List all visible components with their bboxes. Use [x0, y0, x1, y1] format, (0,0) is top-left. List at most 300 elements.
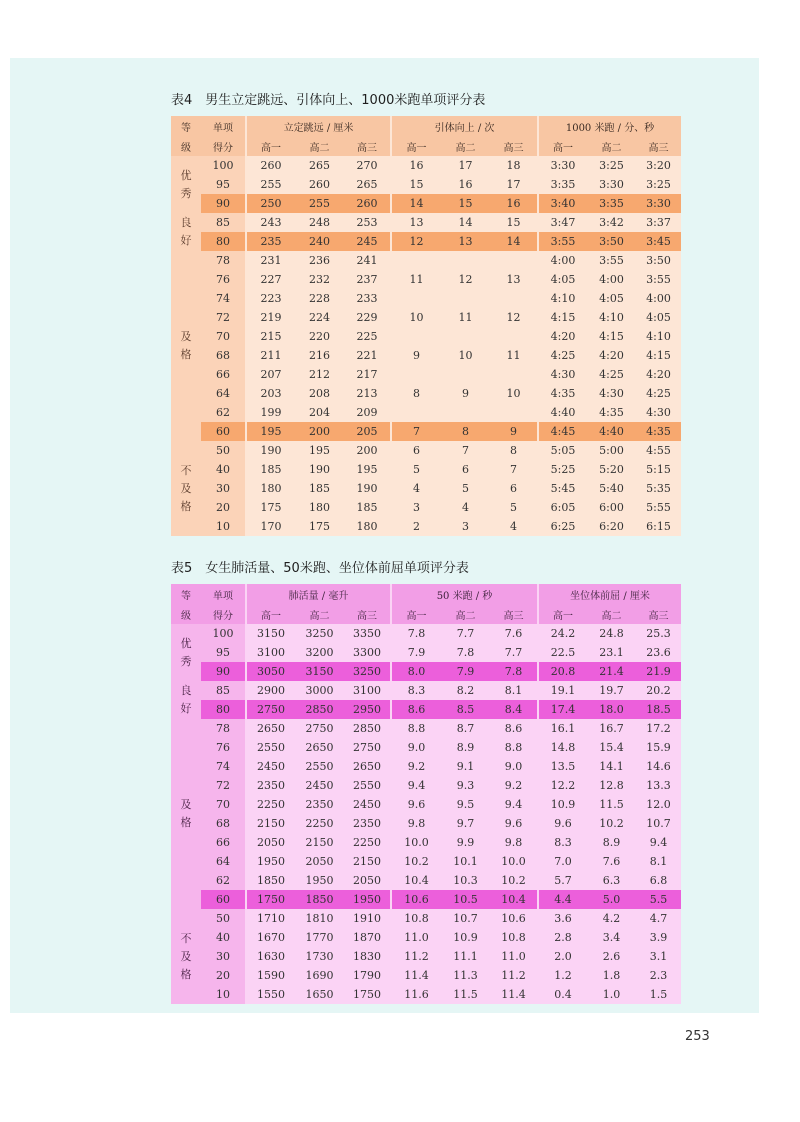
value-cell: 5:35 — [646, 482, 671, 495]
score-cell: 78 — [201, 251, 246, 270]
value-cell: 5:00 — [599, 444, 624, 457]
value-cell: 10.9 — [453, 931, 478, 944]
value-cell: 7.7 — [456, 627, 475, 640]
value-cell: 9.6 — [538, 814, 587, 833]
value-cell: 1950 — [344, 890, 391, 909]
value-cell: 3:37 — [646, 216, 671, 229]
value-cell: 2350 — [246, 776, 295, 795]
value-cell: 10.0 — [501, 855, 526, 868]
value-cell: 13 — [441, 232, 490, 251]
value-cell: 4:20 — [538, 327, 587, 346]
score-cell: 62 — [201, 871, 246, 890]
value-cell: 3350 — [353, 627, 381, 640]
value-cell: 237 — [356, 273, 378, 286]
value-cell — [391, 289, 441, 308]
value-cell: 14.6 — [646, 760, 671, 773]
value-cell: 185 — [356, 501, 378, 514]
value-cell: 4:40 — [587, 422, 636, 441]
score-cell: 68 — [201, 814, 246, 833]
value-cell: 8.1 — [504, 684, 523, 697]
value-cell: 1.0 — [602, 988, 621, 1001]
grade-char: 格 — [180, 348, 192, 361]
score-cell: 70 — [201, 795, 246, 814]
value-cell: 224 — [309, 311, 330, 324]
value-cell: 5:05 — [538, 441, 587, 460]
value-cell: 195 — [356, 463, 378, 476]
value-cell: 1950 — [305, 874, 334, 887]
score-cell: 30 — [201, 947, 246, 966]
value-cell: 2850 — [295, 700, 344, 719]
score-cell: 90 — [201, 662, 246, 681]
value-cell: 10.1 — [453, 855, 478, 868]
value-cell: 3150 — [295, 662, 344, 681]
value-cell: 2050 — [353, 874, 381, 887]
value-cell: 185 — [246, 460, 295, 479]
value-cell: 3250 — [305, 627, 334, 640]
value-cell: 9.1 — [456, 760, 475, 773]
value-cell: 243 — [246, 213, 295, 232]
value-cell: 3:20 — [646, 159, 671, 172]
year-header: 高一 — [538, 136, 587, 156]
score-cell: 30 — [201, 479, 246, 498]
score-cell: 80 — [201, 700, 246, 719]
value-cell: 2950 — [344, 700, 391, 719]
value-cell: 8.0 — [391, 662, 441, 681]
value-cell: 233 — [356, 292, 378, 305]
value-cell: 9.8 — [391, 814, 441, 833]
year-header: 高二 — [295, 136, 344, 156]
value-cell: 1750 — [246, 890, 295, 909]
score-cell: 85 — [201, 213, 246, 232]
value-cell: 4:40 — [538, 403, 587, 422]
grade-header: 级 — [171, 604, 201, 624]
value-cell: 9.6 — [391, 795, 441, 814]
value-cell: 5:15 — [646, 463, 671, 476]
value-cell: 10.2 — [599, 817, 624, 830]
value-cell: 4:20 — [599, 349, 624, 362]
value-cell: 2150 — [353, 855, 381, 868]
value-cell: 23.1 — [599, 646, 624, 659]
value-cell: 12.2 — [538, 776, 587, 795]
value-cell: 2650 — [246, 719, 295, 738]
grade-char: 秀 — [180, 186, 192, 200]
value-cell: 16.1 — [538, 719, 587, 738]
value-cell: 9.9 — [456, 836, 475, 849]
value-cell: 5.7 — [538, 871, 587, 890]
grade-char: 良 — [180, 216, 192, 229]
value-cell: 2350 — [353, 817, 381, 830]
value-cell: 11.2 — [391, 947, 441, 966]
value-cell: 9 — [391, 346, 441, 365]
value-cell: 9.4 — [649, 836, 668, 849]
table-row — [171, 985, 681, 1004]
value-cell: 4:15 — [538, 308, 587, 327]
value-cell: 12 — [458, 273, 473, 286]
score-cell: 64 — [201, 852, 246, 871]
value-cell: 265 — [356, 178, 378, 191]
value-cell: 3:55 — [599, 254, 624, 267]
value-cell: 11.5 — [453, 988, 478, 1001]
table-row — [171, 852, 681, 871]
value-cell: 170 — [246, 517, 295, 536]
value-cell: 248 — [309, 216, 330, 229]
value-cell: 6:15 — [646, 520, 671, 533]
value-cell: 14 — [458, 216, 473, 229]
value-cell — [490, 403, 538, 422]
value-cell: 4:10 — [599, 311, 624, 324]
value-cell: 15 — [391, 175, 441, 194]
value-cell: 10.7 — [453, 912, 478, 925]
value-cell: 6 — [510, 482, 518, 495]
table-row — [171, 422, 681, 441]
value-cell: 2750 — [305, 722, 334, 735]
value-cell: 11.0 — [391, 928, 441, 947]
score-cell: 50 — [201, 909, 246, 928]
value-cell: 7.9 — [391, 643, 441, 662]
value-cell: 260 — [309, 178, 330, 191]
grade-cell — [171, 719, 201, 909]
year-header: 高三 — [490, 604, 538, 624]
header-row — [171, 116, 681, 136]
value-cell: 3050 — [246, 662, 295, 681]
score-cell: 100 — [201, 624, 246, 643]
value-cell: 265 — [309, 159, 330, 172]
value-cell: 21.9 — [636, 662, 681, 681]
value-cell: 8.1 — [649, 855, 668, 868]
value-cell: 180 — [246, 479, 295, 498]
value-cell: 2650 — [353, 760, 381, 773]
score-cell: 66 — [201, 833, 246, 852]
value-cell: 4:30 — [646, 406, 671, 419]
table-row — [171, 156, 681, 175]
value-cell: 24.8 — [599, 627, 624, 640]
value-cell: 2550 — [305, 760, 334, 773]
value-cell: 2650 — [305, 741, 334, 754]
value-cell: 1910 — [353, 912, 381, 925]
value-cell: 4.2 — [602, 912, 621, 925]
value-cell: 20.8 — [538, 662, 587, 681]
grade-char: 优 — [180, 636, 192, 650]
score-cell: 70 — [201, 327, 246, 346]
value-cell: 17.2 — [646, 722, 671, 735]
year-header: 高二 — [441, 136, 490, 156]
score-cell: 20 — [201, 966, 246, 985]
value-cell: 6:00 — [599, 501, 624, 514]
year-header: 高二 — [587, 136, 636, 156]
value-cell: 13 — [391, 213, 441, 232]
value-cell: 215 — [246, 327, 295, 346]
table-row — [171, 814, 681, 833]
value-cell: 221 — [356, 349, 378, 362]
year-header: 高三 — [636, 604, 681, 624]
value-cell — [441, 251, 490, 270]
score-cell: 72 — [201, 776, 246, 795]
value-cell: 200 — [295, 422, 344, 441]
value-cell: 3:47 — [538, 213, 587, 232]
table-row — [171, 517, 681, 536]
value-cell: 7.8 — [490, 662, 538, 681]
value-cell: 7.8 — [391, 624, 441, 643]
header-row — [171, 584, 681, 604]
table-row — [171, 833, 681, 852]
value-cell: 25.3 — [646, 627, 671, 640]
value-cell: 1.2 — [538, 966, 587, 985]
value-cell: 4:00 — [599, 273, 624, 286]
value-cell: 9.0 — [504, 760, 523, 773]
value-cell — [391, 327, 441, 346]
value-cell: 18.0 — [587, 700, 636, 719]
year-header: 高二 — [441, 604, 490, 624]
table-row — [171, 384, 681, 403]
value-cell: 9.0 — [391, 738, 441, 757]
table-row — [171, 757, 681, 776]
group-header: 50 米跑 / 秒 — [391, 584, 538, 604]
value-cell: 6.8 — [649, 874, 668, 887]
value-cell: 2.0 — [538, 947, 587, 966]
value-cell: 4:35 — [538, 384, 587, 403]
value-cell: 245 — [344, 232, 391, 251]
grade-cell — [171, 681, 201, 719]
year-header: 高二 — [587, 604, 636, 624]
value-cell: 4:10 — [646, 330, 671, 343]
value-cell: 199 — [246, 403, 295, 422]
score-cell: 66 — [201, 365, 246, 384]
value-cell: 17 — [458, 159, 473, 172]
group-header: 立定跳远 / 厘米 — [246, 116, 391, 136]
value-cell: 13.5 — [538, 757, 587, 776]
value-cell: 4 — [510, 520, 518, 533]
value-cell: 14.8 — [538, 738, 587, 757]
value-cell: 3100 — [246, 643, 295, 662]
value-cell: 1750 — [353, 988, 381, 1001]
value-cell: 5 — [391, 460, 441, 479]
year-header: 高一 — [246, 604, 295, 624]
value-cell: 1810 — [305, 912, 334, 925]
value-cell: 5:40 — [599, 482, 624, 495]
value-cell: 3250 — [344, 662, 391, 681]
value-cell: 2450 — [353, 798, 381, 811]
value-cell: 4.7 — [649, 912, 668, 925]
value-cell: 8.8 — [504, 741, 523, 754]
grade-char: 优 — [180, 168, 192, 182]
value-cell: 4:25 — [599, 368, 624, 381]
value-cell: 15 — [441, 194, 490, 213]
value-cell: 4:25 — [538, 346, 587, 365]
value-cell: 5 — [510, 501, 518, 514]
value-cell: 2050 — [305, 855, 334, 868]
value-cell: 253 — [356, 216, 378, 229]
value-cell: 7.7 — [504, 646, 523, 659]
value-cell: 8.4 — [490, 700, 538, 719]
value-cell: 0.4 — [538, 985, 587, 1004]
value-cell: 14.1 — [599, 760, 624, 773]
value-cell: 4:30 — [538, 365, 587, 384]
score-cell: 74 — [201, 757, 246, 776]
value-cell: 2250 — [305, 817, 334, 830]
value-cell: 17 — [506, 178, 521, 191]
value-cell: 3:35 — [538, 175, 587, 194]
value-cell: 228 — [309, 292, 330, 305]
value-cell: 8.3 — [538, 833, 587, 852]
value-cell: 5:55 — [646, 501, 671, 514]
value-cell: 3:30 — [538, 156, 587, 175]
value-cell: 10.5 — [441, 890, 490, 909]
value-cell: 204 — [309, 406, 330, 419]
score-cell: 40 — [201, 460, 246, 479]
year-header: 高三 — [344, 604, 391, 624]
table-row — [171, 346, 681, 365]
value-cell: 6:25 — [538, 517, 587, 536]
score-cell: 64 — [201, 384, 246, 403]
value-cell: 11.1 — [453, 950, 478, 963]
value-cell: 217 — [356, 368, 378, 381]
value-cell: 17.4 — [538, 700, 587, 719]
score-cell: 74 — [201, 289, 246, 308]
value-cell: 3.4 — [602, 931, 621, 944]
value-cell: 5.0 — [587, 890, 636, 909]
grade-cell — [171, 624, 201, 681]
value-cell: 7 — [462, 444, 470, 457]
value-cell: 7.8 — [456, 646, 475, 659]
value-cell: 3150 — [246, 624, 295, 643]
value-cell: 2.6 — [602, 950, 621, 963]
grade-header: 等 — [171, 116, 201, 136]
score-cell: 78 — [201, 719, 246, 738]
value-cell: 14 — [490, 232, 538, 251]
table-5-caption: 表5 女生肺活量、50米跑、坐位体前屈单项评分表 — [171, 561, 469, 576]
value-cell: 11.0 — [501, 950, 526, 963]
value-cell: 1870 — [353, 931, 381, 944]
value-cell: 211 — [246, 346, 295, 365]
year-header: 高三 — [636, 136, 681, 156]
value-cell: 15.9 — [646, 741, 671, 754]
value-cell: 8.9 — [602, 836, 621, 849]
value-cell: 8.9 — [456, 741, 475, 754]
table-row — [171, 624, 681, 643]
value-cell — [490, 289, 538, 308]
table-row — [171, 643, 681, 662]
value-cell: 6 — [462, 463, 470, 476]
score-cell: 90 — [201, 194, 246, 213]
value-cell: 231 — [246, 251, 295, 270]
value-cell: 10 — [458, 349, 473, 362]
value-cell: 11 — [391, 270, 441, 289]
value-cell: 6.3 — [602, 874, 621, 887]
value-cell: 2150 — [246, 814, 295, 833]
value-cell: 3.1 — [649, 950, 668, 963]
grade-char: 不 — [180, 931, 192, 945]
value-cell: 3:30 — [599, 178, 624, 191]
value-cell: 16 — [458, 178, 473, 191]
value-cell: 10.6 — [391, 890, 441, 909]
value-cell — [441, 327, 490, 346]
table-row — [171, 681, 681, 700]
value-cell: 4:30 — [599, 387, 624, 400]
value-cell: 5.5 — [636, 890, 681, 909]
value-cell: 16 — [391, 156, 441, 175]
value-cell: 11.2 — [501, 969, 526, 982]
value-cell: 10.8 — [501, 931, 526, 944]
table-row — [171, 795, 681, 814]
value-cell: 4:15 — [646, 349, 671, 362]
score-header: 单项 — [201, 116, 246, 136]
value-cell: 195 — [246, 422, 295, 441]
value-cell: 190 — [246, 441, 295, 460]
value-cell: 4:55 — [646, 444, 671, 457]
value-cell: 220 — [309, 330, 330, 343]
value-cell: 2550 — [353, 779, 381, 792]
table-row — [171, 662, 681, 681]
grade-char: 不 — [180, 463, 192, 477]
value-cell: 18.5 — [636, 700, 681, 719]
value-cell: 3.9 — [649, 931, 668, 944]
table-row — [171, 947, 681, 966]
value-cell: 13.3 — [646, 779, 671, 792]
value-cell: 9.2 — [504, 779, 523, 792]
value-cell: 207 — [246, 365, 295, 384]
value-cell: 7.0 — [538, 852, 587, 871]
value-cell: 4:35 — [636, 422, 681, 441]
score-cell: 72 — [201, 308, 246, 327]
table-row — [171, 909, 681, 928]
grade-cell — [171, 213, 201, 251]
score-cell: 68 — [201, 346, 246, 365]
value-cell: 9.6 — [504, 817, 523, 830]
header-row — [171, 136, 681, 156]
table-row — [171, 479, 681, 498]
score-cell: 76 — [201, 270, 246, 289]
value-cell: 3 — [391, 498, 441, 517]
value-cell: 10.3 — [453, 874, 478, 887]
value-cell: 11.4 — [501, 988, 526, 1001]
table-4-caption: 表4 男生立定跳远、引体向上、1000米跑单项评分表 — [171, 93, 486, 108]
value-cell: 1670 — [246, 928, 295, 947]
score-cell: 85 — [201, 681, 246, 700]
value-cell: 3:25 — [599, 159, 624, 172]
value-cell: 260 — [246, 156, 295, 175]
table-row — [171, 270, 681, 289]
value-cell: 236 — [309, 254, 330, 267]
value-cell: 10.4 — [391, 871, 441, 890]
value-cell: 2550 — [246, 738, 295, 757]
table-row — [171, 719, 681, 738]
value-cell — [391, 403, 441, 422]
value-cell: 4:05 — [646, 311, 671, 324]
value-cell: 3 — [462, 520, 470, 533]
score-cell: 95 — [201, 643, 246, 662]
group-header: 肺活量 / 毫升 — [246, 584, 391, 604]
value-cell: 208 — [309, 387, 330, 400]
value-cell: 12.0 — [646, 798, 671, 811]
value-cell: 3:45 — [636, 232, 681, 251]
value-cell: 2250 — [353, 836, 381, 849]
value-cell: 2250 — [246, 795, 295, 814]
value-cell: 3.6 — [538, 909, 587, 928]
value-cell: 11 — [458, 311, 473, 324]
value-cell: 4 — [462, 501, 470, 514]
value-cell: 5 — [462, 482, 470, 495]
value-cell: 175 — [246, 498, 295, 517]
value-cell: 21.4 — [587, 662, 636, 681]
value-cell: 9.4 — [391, 776, 441, 795]
value-cell: 185 — [309, 482, 330, 495]
value-cell: 241 — [356, 254, 378, 267]
value-cell: 2450 — [246, 757, 295, 776]
value-cell: 4:05 — [599, 292, 624, 305]
value-cell: 10.6 — [501, 912, 526, 925]
value-cell: 1630 — [246, 947, 295, 966]
table-row — [171, 890, 681, 909]
